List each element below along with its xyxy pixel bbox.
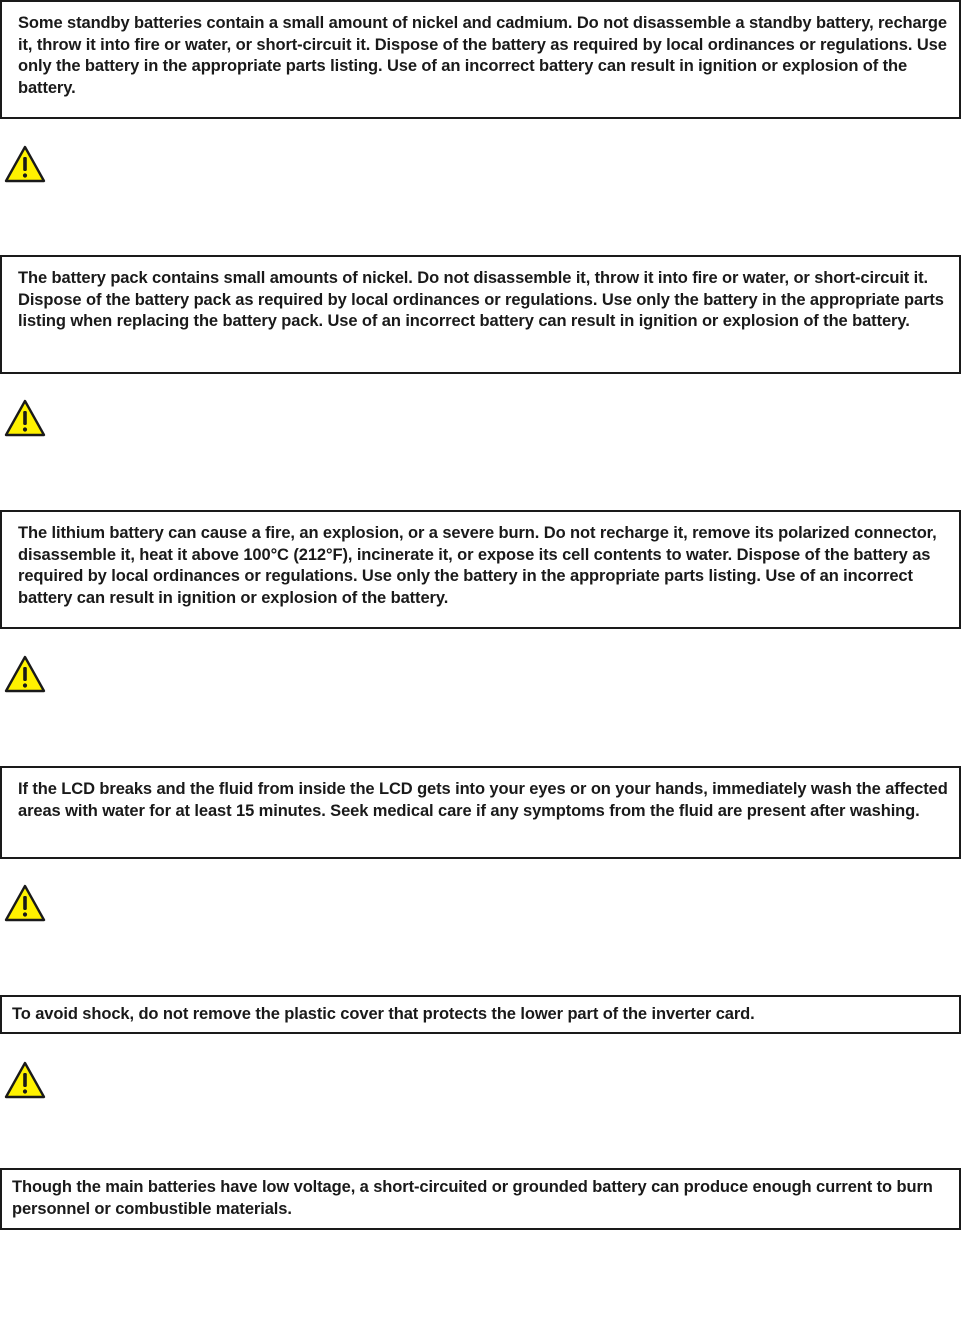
caution-triangle-icon xyxy=(3,144,47,184)
notice-lithium-battery xyxy=(0,510,961,629)
notice-battery-pack xyxy=(0,255,961,374)
notice-inverter-shock xyxy=(0,995,961,1034)
notice-main-batteries xyxy=(0,1168,961,1230)
notice-standby-battery xyxy=(0,0,961,119)
notice-lcd-fluid xyxy=(0,766,961,859)
caution-triangle-icon xyxy=(3,398,47,438)
notice-text: If the LCD breaks and the fluid from inside the LCD gets into your eyes or on your hands, immediately wash the affected areas with water for at least 15 minutes. Seek medical care if any symptoms from the fluid are present after washing. xyxy=(18,780,948,820)
caution-triangle-icon xyxy=(3,654,47,694)
notice-text: The lithium battery can cause a fire, an explosion, or a severe burn. Do not recharge it, remove its polarized connector, disassemble it, heat it above 100°C (212°F), incinerate it, or expose its cell contents to water. Dispose of the battery as required by local ordinances or regulations. Use only the battery in the appropriate parts listing. Use of an incorrect battery can result in ignition or explosion of the battery. xyxy=(18,524,937,607)
notice-text: Some standby batteries contain a small amount of nickel and cadmium. Do not disassemble a standby battery, recharge it, throw it into fire or water, or short-circuit it. Dispose of the battery as required by local ordinances or regulations. Use only the battery in the appropriate parts listing. Use of an incorrect battery can result in ignition or explosion of the battery. xyxy=(18,14,947,97)
notice-text: The battery pack contains small amounts of nickel. Do not disassemble it, throw it into fire or water, or short-circuit it. Dispose of the battery pack as required by local ordinances or regulations. Use only the battery in the appropriate parts listing when replacing the battery pack. Use of an incorrect battery can result in ignition or explosion of the battery. xyxy=(18,269,944,331)
caution-triangle-icon xyxy=(3,1060,47,1100)
caution-triangle-icon xyxy=(3,883,47,923)
notice-text: To avoid shock, do not remove the plastic cover that protects the lower part of the inverter card. xyxy=(12,1005,755,1023)
notice-text: Though the main batteries have low voltage, a short-circuited or grounded battery can produce enough current to burn personnel or combustible materials. xyxy=(12,1178,933,1218)
